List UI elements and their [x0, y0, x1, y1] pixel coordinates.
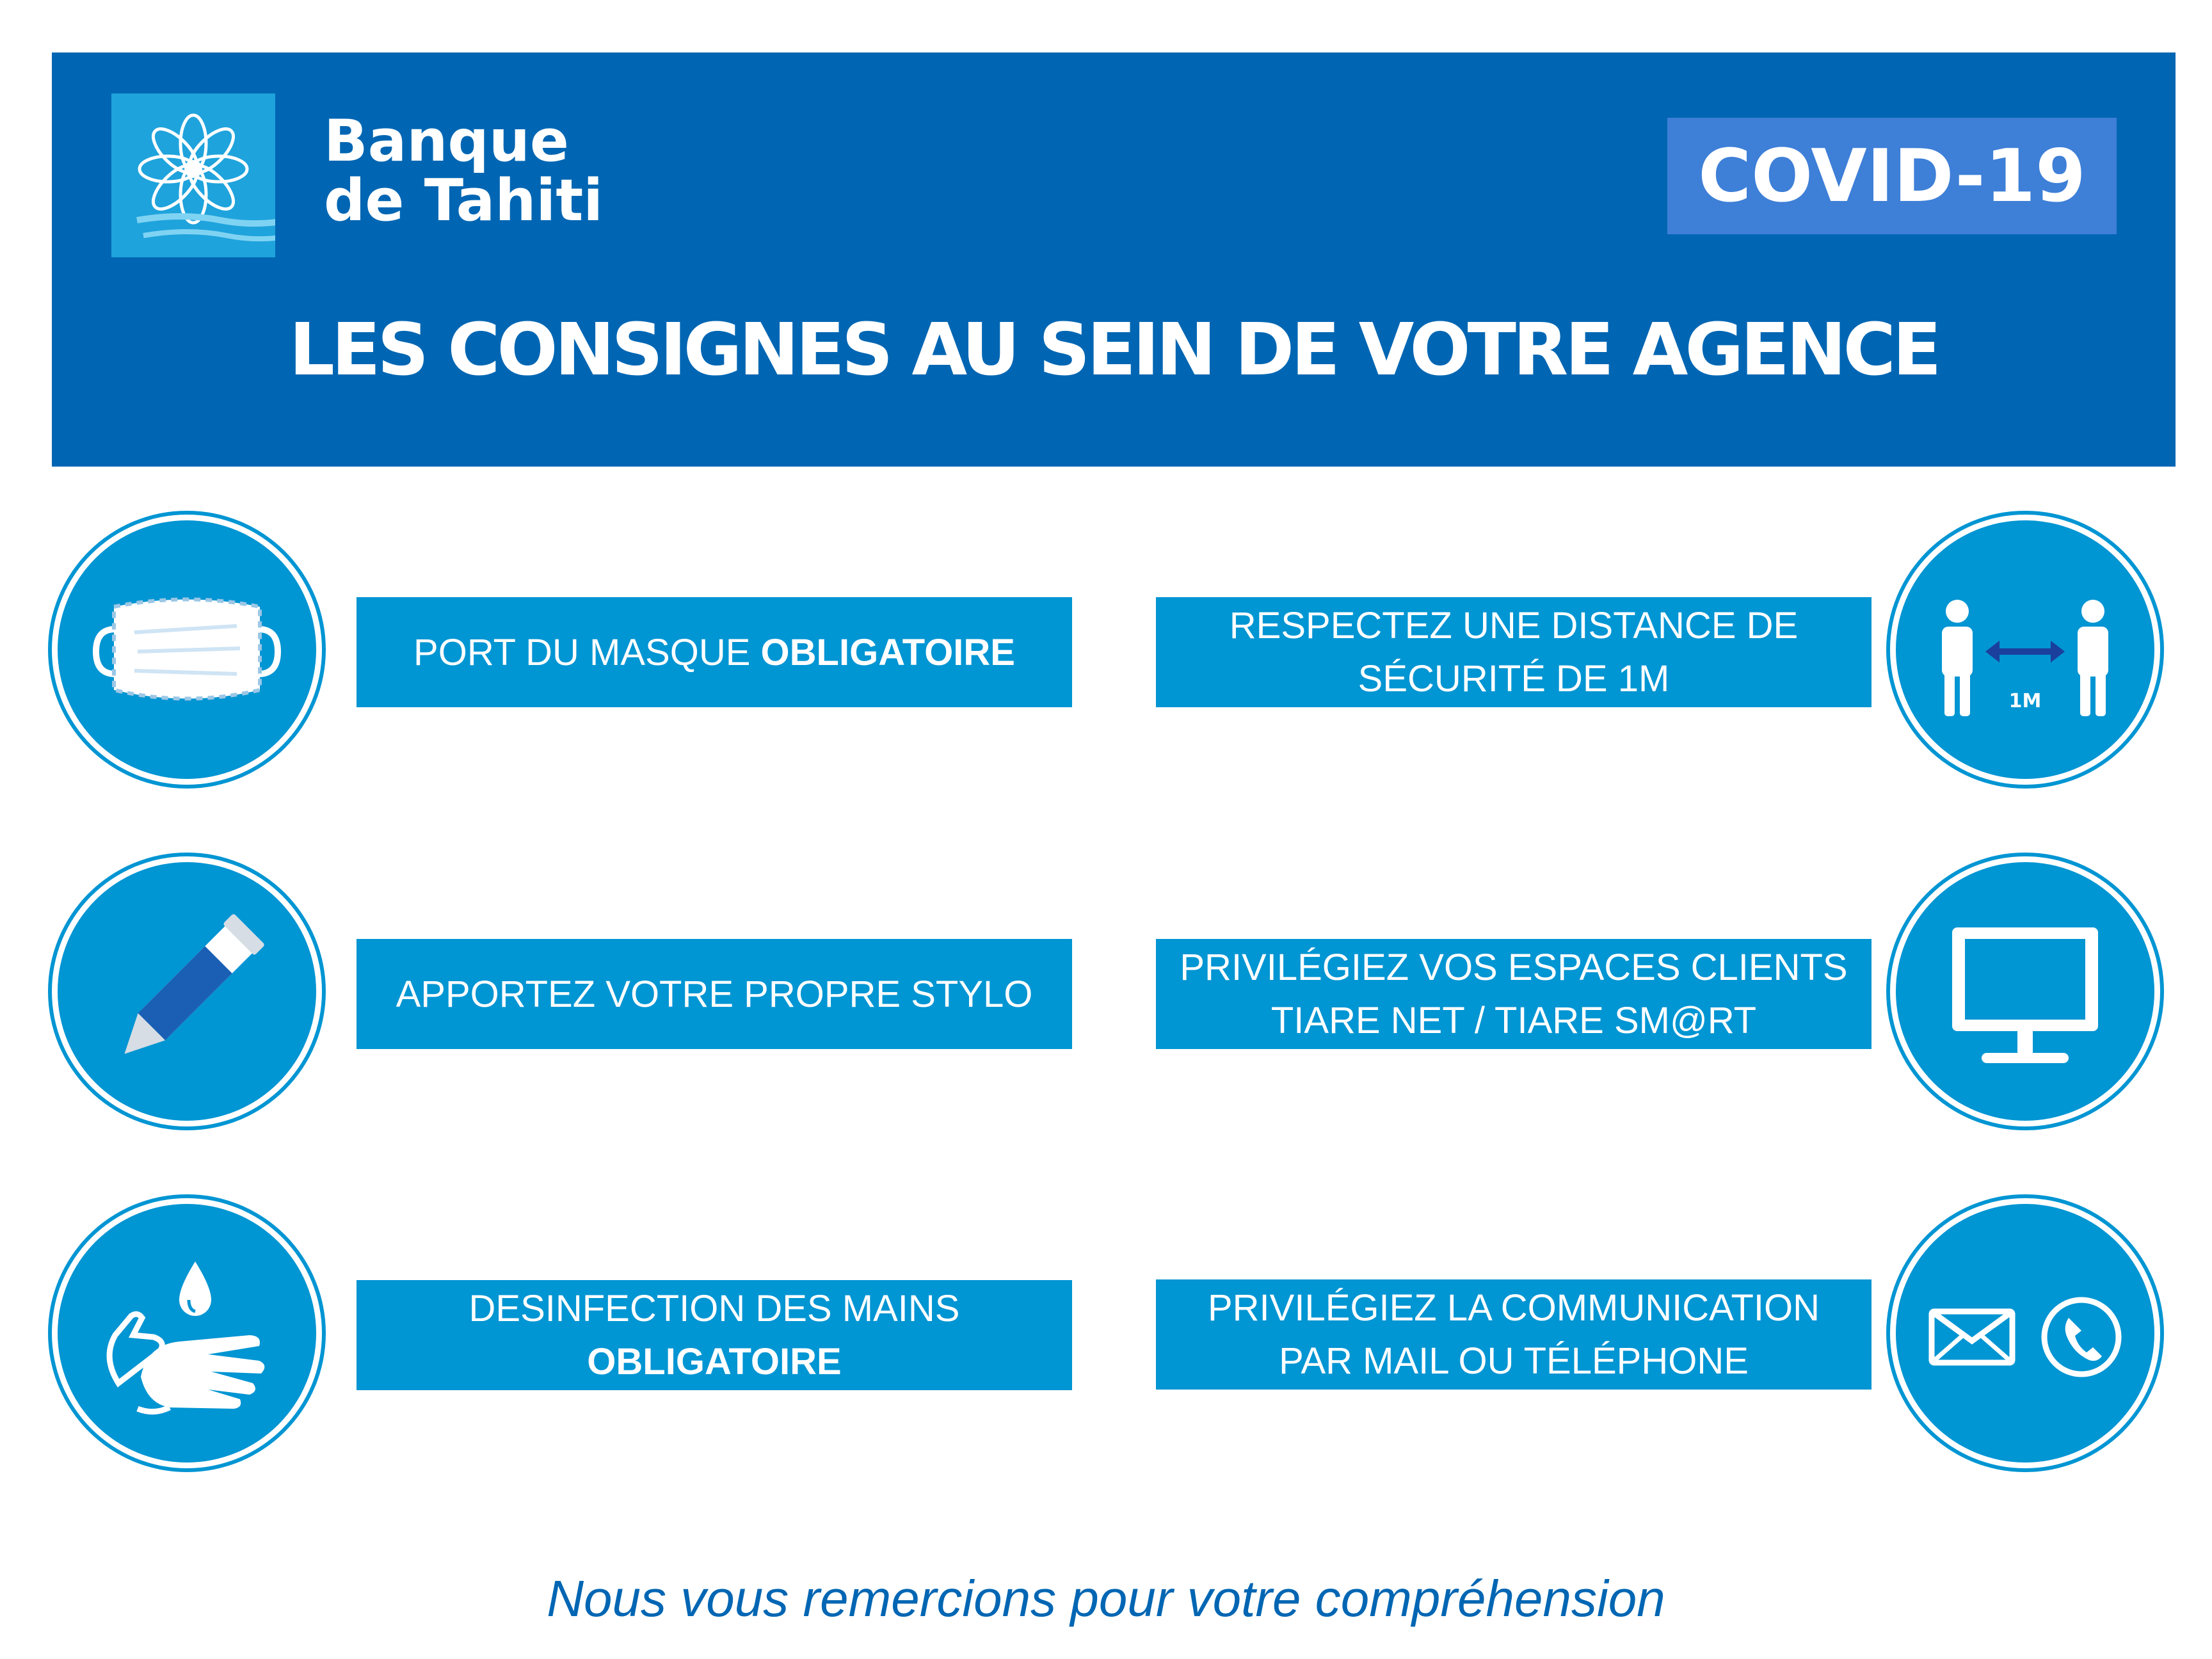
rule-mask-line: [413, 626, 1015, 679]
thank-you-message: Nous vous remercions pour votre compréhension: [547, 1570, 1665, 1627]
rule-online-line2: TIARE NET / TIARE SM@RT: [1270, 1000, 1757, 1041]
rule-pen: [357, 939, 1072, 1049]
mail-phone-icon: [1896, 1204, 2154, 1463]
rule-online-line1: PRIVILÉGIEZ VOS ESPACES CLIENTS: [1180, 947, 1848, 988]
rule-pen-text: APPORTEZ VOTRE PROPRE STYLO: [396, 973, 1033, 1015]
rule-distance-line2: SÉCURITÉ DE 1M: [1358, 658, 1670, 700]
covid-badge: COVID-19: [1667, 118, 2117, 234]
rule-contact-line1: PRIVILÉGIEZ LA COMMUNICATION: [1207, 1287, 1820, 1329]
rule-mask-text: PORT DU MASQUE: [413, 631, 761, 673]
hand-wash-icon: [58, 1204, 316, 1463]
rule-online: [1156, 939, 1871, 1049]
rule-hands-line1: DESINFECTION DES MAINS: [469, 1288, 960, 1329]
distance-icon-label: 1M: [2008, 690, 2042, 712]
tiare-flower-logo: [111, 93, 275, 257]
header-banner: [52, 52, 2176, 467]
bank-name-line1: Banque: [324, 108, 569, 175]
rule-mask-bold: OBLIGATOIRE: [760, 631, 1015, 673]
rule-contact-line2: PAR MAIL OU TÉLÉPHONE: [1279, 1340, 1749, 1382]
rule-distance: [1156, 597, 1871, 707]
pen-icon: [58, 862, 316, 1121]
social-distance-icon: [1896, 520, 2154, 779]
computer-monitor-icon: [1896, 862, 2154, 1121]
page-title: LES CONSIGNES AU SEIN DE VOTRE AGENCE: [289, 309, 1939, 392]
face-mask-icon: [58, 520, 316, 779]
rule-distance-line1: RESPECTEZ UNE DISTANCE DE: [1229, 605, 1799, 646]
bank-name: [324, 108, 604, 234]
rule-hands: [357, 1280, 1072, 1390]
rule-hands-bold: OBLIGATOIRE: [587, 1341, 842, 1382]
bank-name-line2: de Tahiti: [324, 167, 604, 234]
rule-contact: [1156, 1279, 1871, 1390]
rule-mask: [357, 597, 1072, 707]
